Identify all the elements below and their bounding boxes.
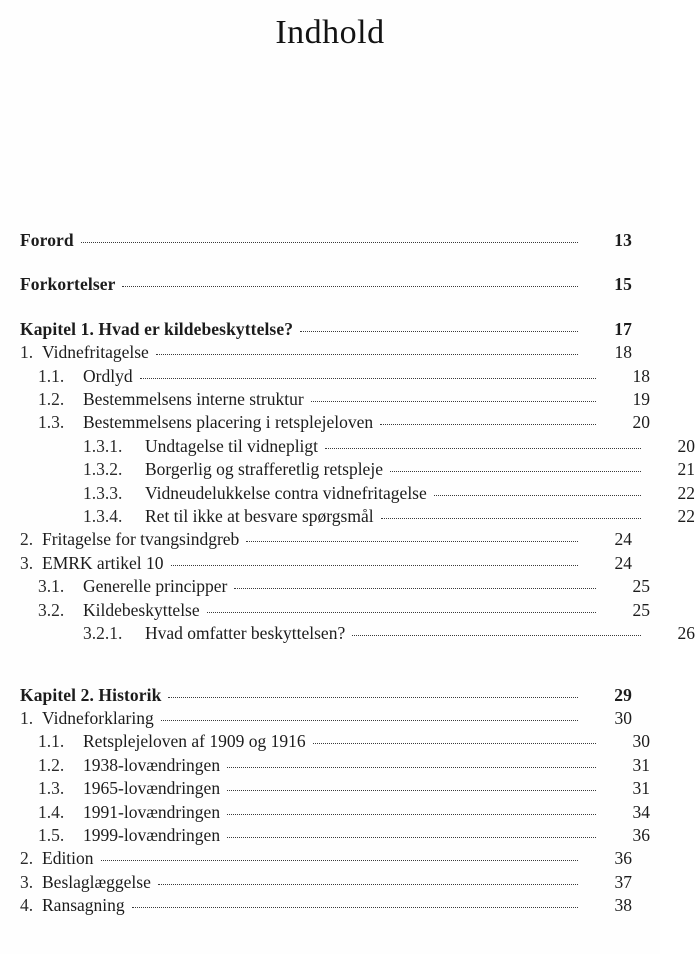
- toc-entry-number: 1.2.: [38, 754, 65, 775]
- toc-dot-leader: [313, 743, 596, 744]
- toc-entry-page-number: 26: [677, 623, 695, 644]
- toc-dot-leader: [101, 860, 578, 861]
- toc-entry-label: Vidneudelukkelse contra vidnefritagelse: [145, 482, 427, 503]
- toc-dot-leader: [246, 541, 578, 542]
- toc-entry[interactable]: [20, 318, 632, 341]
- toc-entry[interactable]: [20, 754, 650, 777]
- toc-dot-leader: [168, 697, 578, 698]
- toc-entry-number: 1.3.: [38, 778, 65, 799]
- toc-entry-label: 1991-lovændringen: [83, 801, 221, 822]
- toc-dot-leader: [325, 448, 641, 449]
- toc-entry-page-number: 31: [632, 778, 650, 799]
- toc-entry-page-number: 15: [614, 274, 632, 295]
- toc-entry-number: 1.: [20, 707, 34, 728]
- toc-entry[interactable]: [20, 341, 632, 364]
- toc-entry-label: Forkortelser: [20, 274, 116, 295]
- toc-entry-label: 1965-lovændringen: [83, 778, 221, 799]
- toc-entry-label: Ransagning: [42, 895, 125, 916]
- toc-entry-number: 3.: [20, 552, 34, 573]
- toc-entry-page-number: 29: [614, 684, 632, 705]
- toc-entry-label: Undtagelse til vidnepligt: [145, 435, 319, 456]
- toc-entry-label: 1938-lovændringen: [83, 754, 221, 775]
- toc-dot-leader: [132, 907, 578, 908]
- toc-entry[interactable]: [20, 229, 632, 252]
- toc-entry-page-number: 31: [632, 754, 650, 775]
- toc-entry[interactable]: [20, 411, 650, 434]
- toc-entry[interactable]: [20, 575, 650, 598]
- toc-entry-page-number: 37: [614, 871, 632, 892]
- toc-entry-number: 1.3.1.: [83, 435, 123, 456]
- toc-entry[interactable]: [20, 847, 632, 870]
- toc-dot-leader: [207, 612, 596, 613]
- toc-entry-page-number: 20: [677, 435, 695, 456]
- toc-entry[interactable]: [20, 894, 632, 917]
- toc-entry[interactable]: [20, 505, 695, 528]
- toc-entry-page-number: 19: [632, 389, 650, 410]
- table-of-contents: [20, 229, 695, 918]
- toc-dot-leader: [227, 837, 596, 838]
- toc-dot-leader: [227, 814, 596, 815]
- toc-entry-label: Vidnefritagelse: [42, 342, 149, 363]
- toc-entry-page-number: 22: [677, 506, 695, 527]
- toc-entry-page-number: 13: [614, 230, 632, 250]
- toc-dot-leader: [161, 720, 578, 721]
- toc-entry-label: Bestemmelsens placering i retsplejeloven: [83, 412, 374, 433]
- toc-dot-leader: [227, 767, 596, 768]
- toc-entry[interactable]: [20, 599, 650, 622]
- toc-entry-number: 2.: [20, 529, 34, 550]
- toc-entry-label: Retsplejeloven af 1909 og 1916: [83, 731, 306, 752]
- toc-entry-number: 1.3.3.: [83, 482, 123, 503]
- page-title: Indhold: [275, 14, 385, 51]
- toc-dot-leader: [227, 790, 596, 791]
- toc-entry-page-number: 24: [614, 529, 632, 550]
- toc-entry-label: Beslaglæggelse: [42, 871, 151, 892]
- toc-entry[interactable]: [20, 707, 632, 730]
- toc-entry[interactable]: [20, 622, 695, 645]
- toc-entry-label: Kapitel 1. Hvad er kildebeskyttelse?: [20, 318, 294, 339]
- toc-entry-label: Kapitel 2. Historik: [20, 684, 162, 705]
- toc-dot-leader: [140, 378, 596, 379]
- toc-entry-number: 3.: [20, 871, 34, 892]
- toc-entry-page-number: 30: [632, 731, 650, 752]
- toc-dot-leader: [81, 242, 578, 243]
- toc-entry-page-number: 36: [614, 848, 632, 869]
- toc-entry-page-number: 20: [632, 412, 650, 433]
- toc-entry-page-number: 25: [632, 599, 650, 620]
- toc-entry-number: 1.3.2.: [83, 459, 123, 480]
- toc-entry-label: Fritagelse for tvangsindgreb: [42, 529, 240, 550]
- toc-dot-leader: [122, 286, 578, 287]
- toc-entry-page-number: 22: [677, 482, 695, 503]
- toc-entry[interactable]: [20, 801, 650, 824]
- toc-dot-leader: [380, 424, 596, 425]
- toc-entry-page-number: 17: [614, 318, 632, 339]
- toc-dot-leader: [311, 401, 596, 402]
- toc-entry[interactable]: [20, 435, 695, 458]
- toc-entry[interactable]: [20, 528, 632, 551]
- toc-entry[interactable]: [20, 273, 632, 296]
- toc-entry-number: 1.2.: [38, 389, 65, 410]
- toc-entry[interactable]: [20, 684, 632, 707]
- toc-entry-number: 3.1.: [38, 576, 65, 597]
- toc-entry-label: Vidneforklaring: [42, 707, 154, 728]
- toc-entry-number: 3.2.: [38, 599, 65, 620]
- toc-entry-page-number: 18: [614, 342, 632, 363]
- toc-dot-leader: [390, 471, 641, 472]
- toc-entry[interactable]: [20, 458, 695, 481]
- toc-entry-label: Edition: [42, 848, 94, 869]
- toc-entry-number: 1.1.: [38, 731, 65, 752]
- toc-dot-leader: [158, 884, 578, 885]
- toc-dot-leader: [300, 331, 578, 332]
- toc-entry-label: Hvad omfatter beskyttelsen?: [145, 623, 346, 644]
- toc-entry[interactable]: [20, 365, 650, 388]
- toc-entry[interactable]: [20, 824, 650, 847]
- toc-dot-leader: [381, 518, 641, 519]
- toc-entry-label: Generelle principper: [83, 576, 228, 597]
- toc-dot-leader: [352, 635, 641, 636]
- toc-entry[interactable]: [20, 730, 650, 753]
- toc-entry-label: Ordlyd: [83, 365, 133, 386]
- toc-entry-label: Ret til ikke at besvare spørgsmål: [145, 506, 374, 527]
- toc-dot-leader: [156, 354, 578, 355]
- toc-entry-page-number: 30: [614, 707, 632, 728]
- toc-entry-number: 1.3.4.: [83, 506, 123, 527]
- toc-entry[interactable]: [20, 777, 650, 800]
- toc-entry-number: 4.: [20, 895, 34, 916]
- toc-dot-leader: [434, 495, 641, 496]
- toc-entry-number: 1.1.: [38, 365, 65, 386]
- toc-entry-label: EMRK artikel 10: [42, 552, 164, 573]
- toc-entry-page-number: 21: [677, 459, 695, 480]
- toc-entry[interactable]: [20, 552, 632, 575]
- toc-entry-label: Forord: [20, 230, 74, 250]
- toc-dot-leader: [171, 565, 578, 566]
- toc-entry[interactable]: [20, 871, 632, 894]
- toc-entry-label: Kildebeskyttelse: [83, 599, 200, 620]
- toc-entry-page-number: 25: [632, 576, 650, 597]
- toc-entry-number: 1.3.: [38, 412, 65, 433]
- toc-entry-number: 3.2.1.: [83, 623, 123, 644]
- toc-entry-number: 2.: [20, 848, 34, 869]
- toc-entry[interactable]: [20, 388, 650, 411]
- toc-entry-page-number: 34: [632, 801, 650, 822]
- toc-entry-number: 1.: [20, 342, 34, 363]
- toc-dot-leader: [234, 588, 596, 589]
- toc-entry-label: Bestemmelsens interne struktur: [83, 389, 304, 410]
- toc-entry-page-number: 36: [632, 824, 650, 845]
- toc-entry-label: 1999-lovændringen: [83, 824, 221, 845]
- toc-entry-number: 1.4.: [38, 801, 65, 822]
- toc-entry-page-number: 18: [632, 365, 650, 386]
- toc-entry-number: 1.5.: [38, 824, 65, 845]
- toc-entry-page-number: 38: [614, 895, 632, 916]
- toc-entry-page-number: 24: [614, 552, 632, 573]
- toc-entry[interactable]: [20, 482, 695, 505]
- toc-entry-label: Borgerlig og strafferetlig retspleje: [145, 459, 383, 480]
